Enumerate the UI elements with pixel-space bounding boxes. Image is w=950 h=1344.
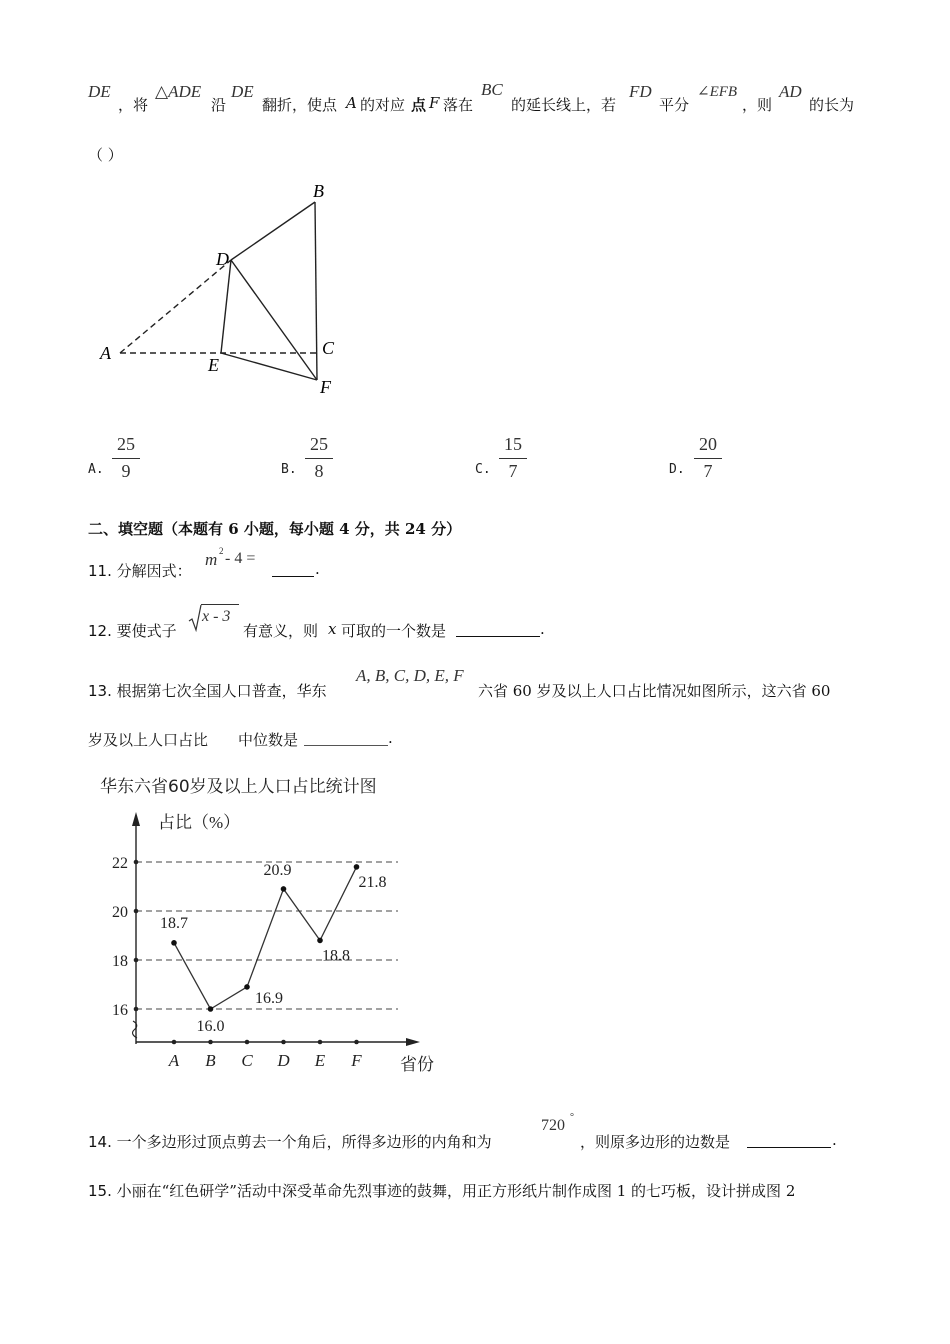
q10-text-7: 平分 <box>659 96 690 114</box>
q12-end: . <box>540 620 545 638</box>
q11-m: m <box>205 550 218 569</box>
y-tick-label: 22 <box>112 855 128 872</box>
q10-text-1: ，将 <box>118 96 149 114</box>
q11-answer-blank[interactable] <box>272 560 314 581</box>
chart-title: 华东六省60岁及以上人口占比统计图 <box>100 777 377 797</box>
answer-paren: （ ） <box>88 146 123 164</box>
x-tick-label: A <box>168 1051 180 1070</box>
q10-text-5: 落在 <box>443 96 474 114</box>
option-b-denominator: 8 <box>314 461 324 481</box>
data-point <box>317 938 323 944</box>
option-c-label: C. <box>475 462 491 477</box>
sqrt-sign <box>188 604 202 632</box>
x-tick-dot <box>172 1040 177 1045</box>
q14-answer-blank[interactable] <box>747 1131 831 1152</box>
q12-number: 12 <box>88 622 108 640</box>
q14 <box>88 1131 492 1152</box>
x-axis-arrow <box>406 1038 420 1046</box>
data-point <box>208 1006 214 1012</box>
q13-number: 13 <box>88 682 108 700</box>
option-d-denominator: 7 <box>703 461 713 481</box>
x-tick-label: F <box>351 1051 362 1070</box>
option-a-denominator: 9 <box>121 461 131 481</box>
y-tick-label: 16 <box>112 1002 128 1019</box>
data-point <box>354 864 360 870</box>
label-e: E <box>208 355 219 375</box>
y-axis-label: 占比（%） <box>158 813 241 832</box>
seg-bc: BC <box>481 80 503 99</box>
q15 <box>88 1180 795 1201</box>
option-d-label: D. <box>669 462 685 477</box>
q12-answer-blank[interactable] <box>456 620 540 641</box>
option-a-numerator: 25 <box>117 434 135 454</box>
q12-text-3: 可取的一个数是 <box>341 622 447 640</box>
q11 <box>88 560 192 581</box>
data-label: 18.8 <box>322 947 350 965</box>
population-chart <box>88 768 448 1078</box>
label-d: D <box>216 249 229 269</box>
seg-de-1: DE <box>88 82 111 101</box>
q11-text: . 分解因式： <box>107 562 192 580</box>
x-tick-dot <box>354 1040 359 1045</box>
x-tick-label: B <box>205 1051 216 1070</box>
q10-text-2: 沿 <box>211 96 227 114</box>
option-c-denominator: 7 <box>508 461 518 481</box>
q13-text-2: 六省 60 岁及以上人口占比情况如图所示，这六省 60 <box>478 682 831 700</box>
option-d-numerator: 20 <box>699 434 717 454</box>
segment-ad-dashed <box>120 260 231 353</box>
data-point <box>244 984 250 990</box>
triangle-ade: △ADE <box>155 82 202 101</box>
data-point <box>171 940 177 946</box>
point-a: A <box>346 94 357 112</box>
q14-degree-sign: ° <box>570 1112 574 1123</box>
q14-number: 14 <box>88 1133 108 1151</box>
data-label: 16.0 <box>196 1018 225 1035</box>
q12 <box>88 620 177 641</box>
q10-text-3: 翻折，使点 <box>262 96 338 114</box>
y-tick-label: 18 <box>112 953 128 970</box>
q10-text-8: ，则 <box>742 96 773 114</box>
q14-text-2: ，则原多边形的边数是 <box>580 1133 731 1151</box>
x-tick-dot <box>281 1040 286 1045</box>
sqrt-bar <box>201 604 239 605</box>
option-b-fraction <box>305 434 333 482</box>
y-axis-arrow <box>132 812 140 826</box>
option-c-fraction <box>499 434 527 482</box>
option-d-fraction <box>694 434 722 482</box>
x-tick-label: C <box>241 1051 253 1070</box>
q14-text-1: . 一个多边形过顶点剪去一个角后，所得多边形的内角和为 <box>107 1133 492 1151</box>
q12-radicand: x - 3 <box>202 608 231 625</box>
option-a-label: A. <box>88 462 104 477</box>
q13-answer-blank[interactable] <box>304 729 388 750</box>
q12-x: x <box>328 620 337 638</box>
seg-de-2: DE <box>231 82 254 101</box>
data-label: 20.9 <box>263 861 292 879</box>
segment-ef <box>221 353 317 380</box>
seg-ad: AD <box>779 82 802 101</box>
q11-end: . <box>315 560 320 578</box>
chart-plot <box>88 768 448 1078</box>
segment-df <box>231 260 317 380</box>
q11-exponent: 2 <box>219 546 224 556</box>
label-f: F <box>320 377 331 397</box>
label-b: B <box>313 181 324 201</box>
q12-text-1: . 要使式子 <box>107 622 177 640</box>
section-heading: 二、填空题（本题有 6 小题，每小题 4 分，共 24 分） <box>88 520 462 538</box>
series-line <box>174 867 357 1009</box>
q13-text-3: 岁及以上人口占比 <box>88 731 209 749</box>
label-c: C <box>322 338 335 358</box>
seg-fd: FD <box>629 82 652 101</box>
q10-text-point: 点 <box>411 96 427 114</box>
angle-efb: ∠EFB <box>697 84 738 100</box>
x-tick-dot <box>208 1040 213 1045</box>
option-a-fraction <box>112 434 140 482</box>
q15-text: . 小丽在“红色研学”活动中深受革命先烈事迹的鼓舞，用正方形纸片制作成图 1 的七巧板，设计拼成图 2 <box>107 1182 796 1200</box>
option-b-label: B. <box>281 462 297 477</box>
data-label: 18.7 <box>160 914 188 932</box>
option-c-numerator: 15 <box>504 434 522 454</box>
q13-text-4: 中位数是 <box>238 731 299 749</box>
x-tick-label: D <box>277 1051 290 1070</box>
x-tick-dot <box>318 1040 323 1045</box>
segment-de <box>221 260 231 353</box>
q13-letters: A, B, C, D, E, F <box>356 666 464 685</box>
option-b-numerator: 25 <box>310 434 328 454</box>
x-tick-dot <box>245 1040 250 1045</box>
geometry-figure <box>95 175 355 405</box>
q10-text-6: 的延长线上，若 <box>511 96 617 114</box>
q13-end: . <box>388 729 393 747</box>
q10-text-9: 的长为 <box>809 96 855 114</box>
q14-end: . <box>832 1131 837 1149</box>
x-tick-label: E <box>314 1051 326 1070</box>
q12-text-2: 有意义，则 <box>243 622 319 640</box>
point-f: F <box>429 94 440 112</box>
label-a: A <box>100 343 111 363</box>
q11-expression: - 4 = <box>225 550 256 567</box>
q10-text-4: 的对应 <box>360 96 406 114</box>
q13 <box>88 680 327 701</box>
data-label: 16.9 <box>255 989 283 1007</box>
q11-number: 11 <box>88 562 108 580</box>
q13-text-1: . 根据第七次全国人口普查，华东 <box>107 682 327 700</box>
y-tick-label: 20 <box>112 904 128 921</box>
segment-db <box>231 202 315 260</box>
q14-degrees: 720 <box>541 1117 565 1134</box>
x-axis-label: 省份 <box>400 1055 434 1074</box>
data-point <box>281 886 287 892</box>
data-label: 21.8 <box>358 873 387 891</box>
q15-number: 15 <box>88 1182 108 1200</box>
